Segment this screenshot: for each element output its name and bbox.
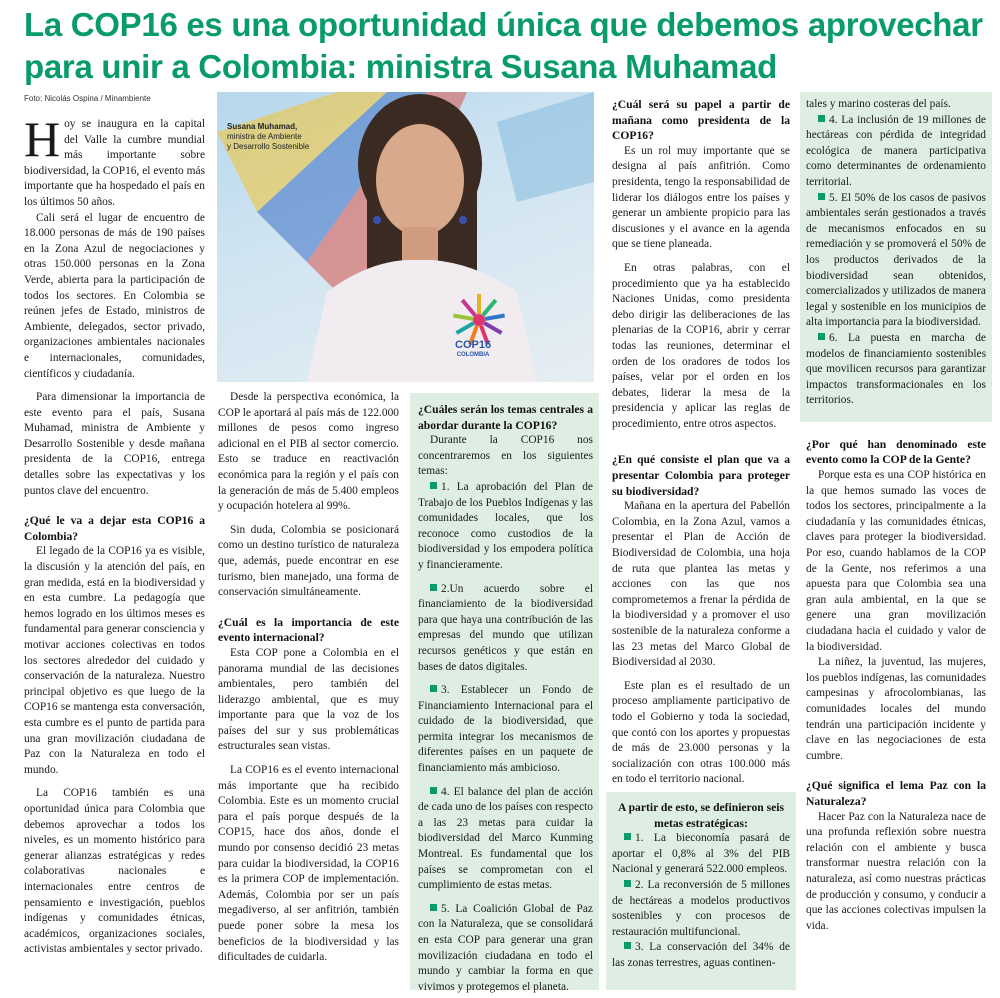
paragraph: Mañana en la apertura del Pabellón Colombia, en la Zona Azul, vamos a presentar el Plan de Acción de Biodiversidad de Colombia, una hoja de ruta que plantea las metas y acciones con las que nos comprometemos a frenar la pérdida de la biodiversidad y a promover el uso sostenible de la naturaleza conforme a las 23 metas del Marco Global de Biodiversidad al 2030. <box>612 500 790 669</box>
paragraph: Sin duda, Colombia se posicionará como un destino turístico de naturaleza que, además, puede encontrar en ese turismo, bien manejado, una forma de conservación simultáneamente. <box>218 523 399 599</box>
list-item: 2.Un acuerdo sobre el financiamiento de la biodiversidad para que haya una contribución de las empresas del mundo que utilizan recursos genéticos y que están en bases de datos digitales. <box>418 582 593 673</box>
paragraph: La COP16 también es una oportunidad única para Colombia que debemos aprovechar a todos los niveles, es un momento histórico para generar alianzas estratégicas y redes colaborativas nacionales e internacionales entre centros de pensamiento e investigación, pueblos indígenas y comunidades étnicas, académicos, organizaciones sociales, activistas ambientales y sector privado. <box>24 787 205 956</box>
paragraph: Esta COP pone a Colombia en el panorama mundial de las decisiones ambientales, pero también del liderazgo ambiental, que es muy importante para que la voz de los países del sur y sus problemáticas estructurales sean vistas. <box>218 646 399 753</box>
question-heading: ¿Qué significa el lema Paz con la Naturaleza? <box>806 779 986 808</box>
square-bullet-icon <box>818 333 825 340</box>
caption-name: Susana Muhamad, <box>227 122 298 131</box>
column-1 <box>24 111 205 958</box>
column-2 <box>218 390 399 966</box>
square-bullet-icon <box>818 193 825 200</box>
goals-box-content <box>612 800 790 972</box>
list-item: 3. La conservación del 34% de las zonas terrestres, aguas continen- <box>612 941 790 969</box>
paragraph: Para dimensionar la importancia de este evento para el país, Susana Muhamad, ministra de Ambiente y Desarrollo Sostenible y desde mañana presidenta de la COP16, entrega detalles sobre las expectativas y los puntos clave del encuentro. <box>24 391 205 497</box>
square-bullet-icon <box>430 685 437 692</box>
paragraph: Cali será el lugar de encuentro de 18.000 personas de más de 190 países en la Zona Azul de negociaciones y otras 150.000 personas en la Zona Verde, abierta para la participación de todos los sectores. En Colombia se reúnen jefes de Estado, ministros de Ambiente, delegados, sector privado, organizaciones ambientales nacionales e internacionales, comunidades, científicos y ciudadanía. <box>24 211 205 380</box>
square-bullet-icon <box>818 115 825 122</box>
square-bullet-icon <box>430 904 437 911</box>
question-heading: ¿En qué consiste el plan que va a presentar Colombia para proteger su biodiversidad? <box>612 453 790 498</box>
column-4 <box>612 97 790 788</box>
square-bullet-icon <box>430 584 437 591</box>
square-bullet-icon <box>430 482 437 489</box>
drop-cap: H <box>24 111 61 167</box>
paragraph: Desde la perspectiva económica, la COP le aportará al país más de 122.000 millones de pesos como ingreso adicional en el PIB al sector comercio. Esto se traduce en reactivación económica para la región y el país con la generación de más de 5.400 empleos y ocupación hotelera al 99%. <box>218 391 399 513</box>
shirt-logo: COP16 COLOMBIA <box>455 339 492 358</box>
question-heading: ¿Por qué han denominado este evento como la COP de la Gente? <box>806 437 986 467</box>
square-bullet-icon <box>430 787 437 794</box>
paragraph: Este plan es el resultado de un proceso ampliamente participativo de todo el Gobierno y toda la sociedad, que contó con los aportes y propuestas de más de 23.000 personas y la socialización con otras 100.000 más en todo el territorio nacional. <box>612 679 790 786</box>
list-item: 3. Establecer un Fondo de Financiamiento Internacional para el cuidado de la biodiversidad, que permita integrar los mecanismos de diferentes países en un paquete de financiamiento más ambicioso. <box>418 684 593 775</box>
paragraph: En otras palabras, con el procedimiento que ya ha establecido Naciones Unidas, como presidenta debo dirigir las deliberaciones de las plenarias de la COP16, abrir y cerrar todas las reuniones, determinar el orden de los oradores de todos los países, velar por el orden en los debates, liderar la mesa de la presidencia y aplicar las reglas de procedimiento, entre otros aspectos. <box>612 261 790 430</box>
photo-caption <box>227 122 309 152</box>
question-heading: ¿Cuál será su papel a partir de mañana como presidenta de la COP16? <box>612 98 790 143</box>
list-item: 1. La bieconomía pasará de aportar el 0,8% al 3% del PIB Nacional y generará 522.000 empleos. <box>612 832 790 876</box>
caption-role: y Desarrollo Sostenible <box>227 142 310 151</box>
topics-box-content <box>418 402 593 995</box>
list-item: 1. La aprobación del Plan de Trabajo de los Pueblos Indígenas y las comunidades locales, que los reconoce como custodios de la biodiversidad y los empodera política y financieramente. <box>418 480 593 571</box>
list-item: 5. El 50% de los casos de pasivos ambientales serán gestionados a través de mecanismos enfocados en su remediación y se promoverá el 50% de los productos derivados de la biodiversidad sean obtenidos, comercializados y utilizados de manera legal y sostenible en los municipios de alta importancia para la biodiversidad. <box>806 191 986 329</box>
paragraph: La niñez, la juventud, las mujeres, los pueblos indígenas, las comunidades campesinas y afrocolombianas, las comunidades locales del mundo tendrán una participación incidente y clave en las negociaciones de esta cumbre. <box>806 656 986 762</box>
column-5 <box>806 97 986 934</box>
paragraph: tales y marino costeras del país. <box>806 98 951 110</box>
list-item: 2. La reconversión de 5 millones de hectáreas a modelos productivos sostenibles y con procesos de restauración multifuncional. <box>612 878 790 938</box>
list-item: 4. El balance del plan de acción de cada uno de los países con respecto a las 23 metas para cuidar la biodiversidad del Marco Kunming Montreal. Es fundamental que los países se comprometan con el cumplimiento de estas metas. <box>418 785 593 892</box>
square-bullet-icon <box>624 833 631 840</box>
paragraph: Porque esta es una COP histórica en la que hemos sumado las voces de todos los sectores, principalmente a la ciudadanía y las comunidades étnicas, claves para proteger la biodiversidad. Por eso, cuando hablamos de la COP de la Gente, nos referimos a una apuesta para que Colombia sea una gran aula ambiental, en la que se genere una gran movilización ciudadana hacia el cuidado y valor de la biodiversidad. <box>806 469 986 653</box>
question-heading: ¿Cuáles serán los temas centrales a abordar durante la COP16? <box>418 403 593 432</box>
headline: La COP16 es una oportunidad única que debemos aprovechar para unir a Colombia: ministra Susana Muhamad <box>24 6 983 85</box>
caption-role: ministra de Ambiente <box>227 132 302 141</box>
photo-credit: Foto: Nicolás Ospina / Minambiente <box>24 94 151 103</box>
square-bullet-icon <box>624 942 631 949</box>
lead-paragraph: Hoy se inaugura en la capital del Valle la cumbre mundial más importante sobre biodiversidad, la COP16, el evento más importante que ha hospedado el país en los últimos 50 años. <box>24 111 205 208</box>
list-item: 4. La inclusión de 19 millones de hectáreas con pérdida de integridad ecológica de manera participativa como determinantes de ordenamiento territorial. <box>806 113 986 188</box>
paragraph: Hacer Paz con la Naturaleza nace de una profunda reflexión sobre nuestra relación con el ambiente y busca transformar nuestra relación con la naturaleza, así como nuestras prácticas de producción y consumo, y conducir a que las acciones colectivas impulsen la vida. <box>806 810 986 932</box>
paragraph: Durante la COP16 nos concentraremos en los siguientes temas: <box>418 434 593 478</box>
paragraph: El legado de la COP16 ya es visible, la discusión y la atención del país, en gran medida, está en la biodiversidad y en esta cumbre. La pedagogía que hemos logrado en los últimos meses es fundamental para generar consciencia y motivar acciones colectivas en todos los sectores alrededor del cuidado y conservación de la naturaleza. Nuestro principal objetivo es que luego de la COP16 se mantenga esta conversación, esta cumbre es el punto de partida para una gran movilización ciudadana de Paz con la Naturaleza en todo el mundo. <box>24 545 205 776</box>
square-bullet-icon <box>624 880 631 887</box>
question-heading: ¿Qué le va a dejar esta COP16 a Colombia? <box>24 514 205 543</box>
paragraph: Es un rol muy importante que se designa al país anfitrión. Como presidenta, tengo la responsabilidad de liderar los diálogos entre los países y generar un ambiente propicio para las discusiones y el avance en la agenda que se tiene planeada. <box>612 144 790 251</box>
paragraph: La COP16 es el evento internacional más importante que ha recibido Colombia. Este es un momento crucial para el país porque después de la COP15, hace dos años, donde el mundo por consenso decidió 23 metas para cuidar la biodiversidad, la COP16 es la primera COP de implementación. Además, Colombia por ser un país megadiverso, al ser anfitrión, también puede poner sobre la mesa los beneficios de la biodiversidad y las dificultades de cuidarla. <box>218 764 399 964</box>
question-heading: ¿Cuál es la importancia de este evento internacional? <box>218 615 399 645</box>
list-item: 5. La Coalición Global de Paz con la Naturaleza, que se consolidará en esta COP para generar una gran movilización ciudadana en todo el mundo y cambiar la forma en que vivimos y protegemos el planeta. <box>418 902 593 993</box>
question-heading: A partir de esto, se definieron seis metas estratégicas: <box>617 801 785 830</box>
list-item: 6. La puesta en marcha de modelos de financiamiento sostenibles que movilicen recursos para garantizar impactos transformacionales en los territorios. <box>806 331 986 407</box>
minister-photo <box>217 92 594 382</box>
